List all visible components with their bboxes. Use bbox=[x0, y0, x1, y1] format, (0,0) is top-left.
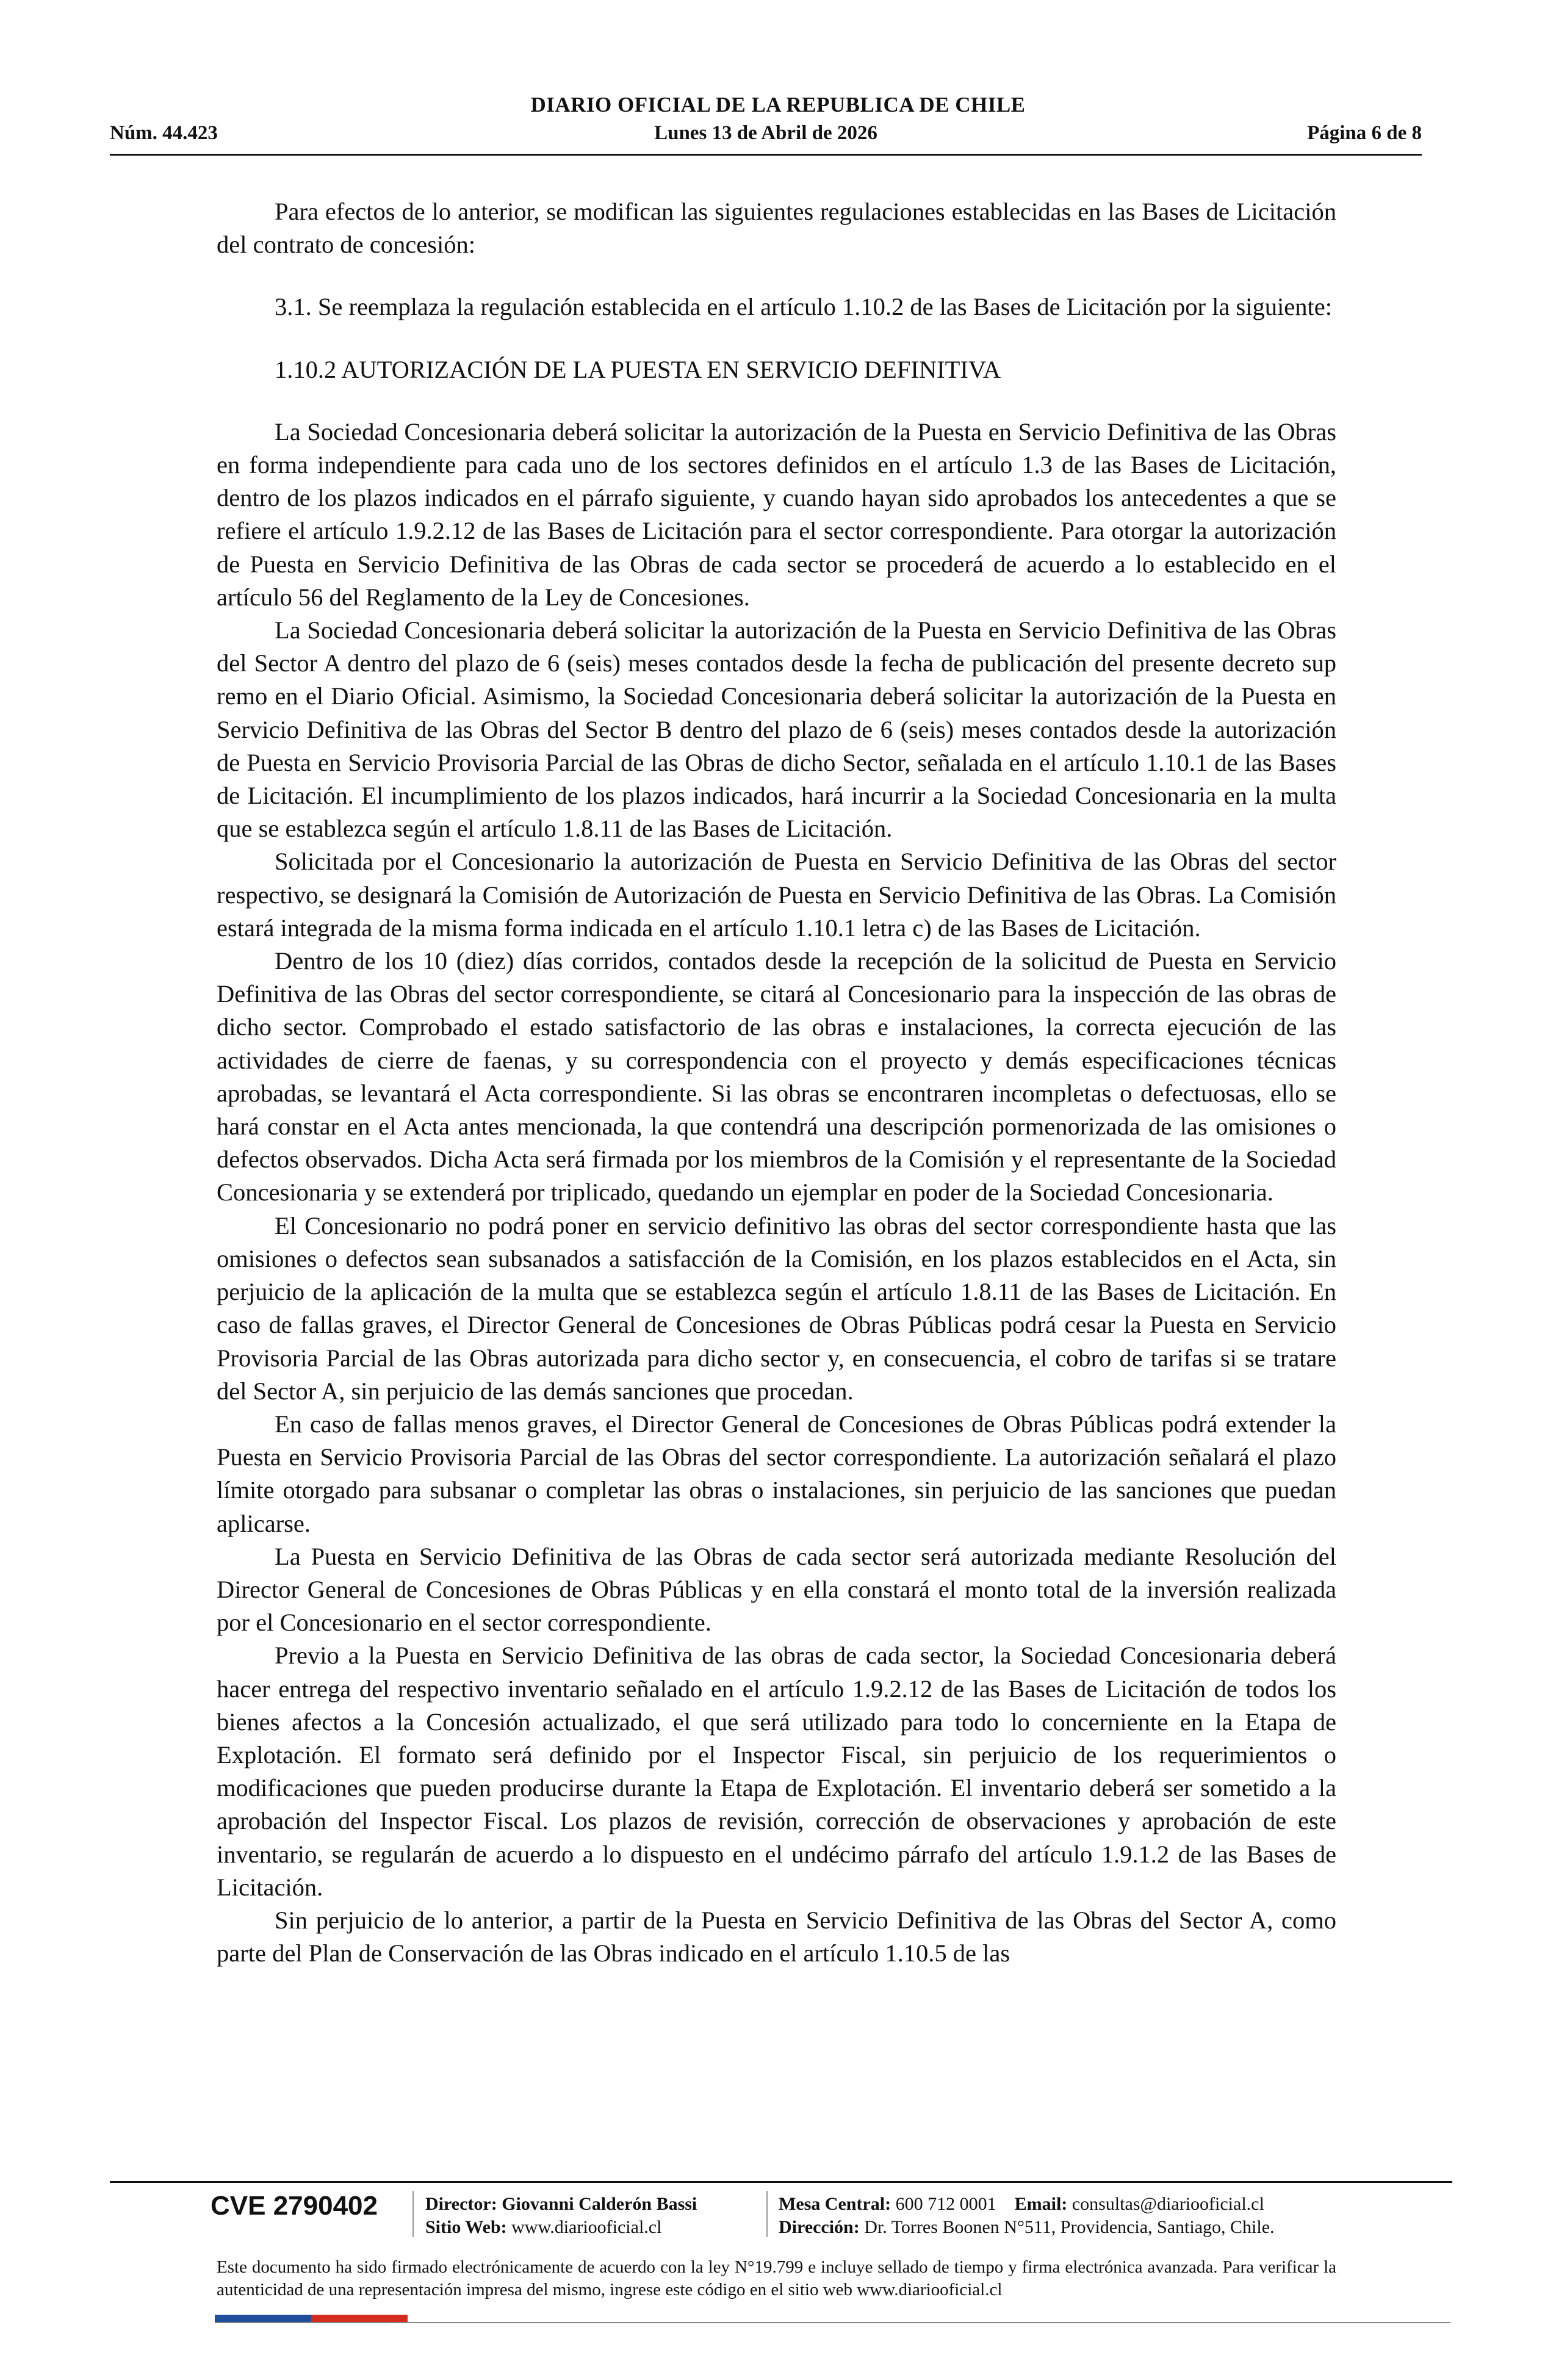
address-label: Dirección: bbox=[779, 2217, 860, 2237]
footer-contact-block bbox=[779, 2193, 1275, 2239]
footer-divider bbox=[110, 2181, 1452, 2183]
issue-number: Núm. 44.423 bbox=[110, 122, 218, 144]
paragraph: La Puesta en Servicio Definitiva de las Obras de cada sector será autorizada mediante Resolución del Director General de Concesiones de Obras Públicas y en ella constará el monto total de la inversión realizada por el Concesionario en el sector correspondiente. bbox=[217, 1542, 1336, 1637]
header-row bbox=[110, 122, 1422, 149]
cve-code: CVE 2790402 bbox=[211, 2191, 378, 2221]
paragraph: Previo a la Puesta en Servicio Definitiva de las obras de cada sector, la Sociedad Concesionaria deberá hacer entrega del respectivo inventario señalado en el artículo 1.9.2.12 de las Bases de Licitación de todos los bienes afectos a la Concesión actualizado, el que será utilizado para todo lo concerniente en la Etapa de Explotación. El formato será definido por el Inspector Fiscal, sin perjuicio de los requerimientos o modificaciones que pueden producirse durante la Etapa de Explotación. El inventario deberá ser sometido a la aprobación del Inspector Fiscal. Los plazos de revisión, corrección de observaciones y aprobación de este inventario, se regularán de acuerdo a lo dispuesto en el undécimo párrafo del artículo 1.9.1.2 de las Bases de Licitación. bbox=[217, 1642, 1336, 1901]
flag-baseline bbox=[215, 2322, 1450, 2323]
address-value: Dr. Torres Boonen N°511, Providencia, Santiago, Chile. bbox=[864, 2217, 1275, 2237]
email-link[interactable]: consultas@diariooficial.cl bbox=[1072, 2194, 1264, 2214]
publication-title: DIARIO OFICIAL DE LA REPUBLICA DE CHILE bbox=[530, 93, 1026, 117]
director-name: Giovanni Calderón Bassi bbox=[502, 2194, 697, 2214]
section-heading: 1.10.2 AUTORIZACIÓN DE LA PUESTA EN SERVICIO DEFINITIVA bbox=[275, 355, 1001, 383]
footer-separator bbox=[766, 2191, 768, 2237]
director-label: Director: bbox=[425, 2194, 497, 2214]
page-indicator: Página 6 de 8 bbox=[1307, 122, 1422, 144]
paragraph: La Sociedad Concesionaria deberá solicitar la autorización de la Puesta en Servicio Definitiva de las Obras en forma independiente para cada uno de los sectores definidos en el artículo 1.3 de las Bases de Licitación, dentro de los plazos indicados en el párrafo siguiente, y cuando hayan sido aprobados los antecedentes a que se refiere el artículo 1.9.2.12 de las Bases de Licitación para el sector correspondiente. Para otorgar la autorización de Puesta en Servicio Definitiva de las Obras de cada sector se procederá de acuerdo a lo establecido en el artículo 56 del Reglamento de la Ley de Concesiones. bbox=[217, 417, 1336, 611]
paragraph: Sin perjuicio de lo anterior, a partir de la Puesta en Servicio Definitiva de las Obras del Sector A, como parte del Plan de Conservación de las Obras indicado en el artículo 1.10.5 de las bbox=[217, 1906, 1336, 1967]
paragraph-intro: Para efectos de lo anterior, se modifican las siguientes regulaciones establecidas en las Bases de Licitación del contrato de concesión: bbox=[217, 198, 1336, 259]
footer-separator bbox=[412, 2191, 414, 2237]
footer-director-block bbox=[425, 2193, 697, 2239]
phone-label: Mesa Central: bbox=[779, 2194, 891, 2214]
paragraph-amendment: 3.1. Se reemplaza la regulación establecida en el artículo 1.10.2 de las Bases de Licitación por la siguiente: bbox=[275, 293, 1332, 321]
website-link[interactable]: www.diariooficial.cl bbox=[511, 2217, 662, 2237]
issue-date: Lunes 13 de Abril de 2026 bbox=[654, 122, 877, 144]
phone-value: 600 712 0001 bbox=[895, 2194, 996, 2214]
email-label: Email: bbox=[1014, 2194, 1068, 2214]
paragraph: Dentro de los 10 (diez) días corridos, contados desde la recepción de la solicitud de Puesta en Servicio Definitiva de las Obras del sector correspondiente, se citará al Concesionario para la inspección de las obras de dicho sector. Comprobado el estado satisfactorio de las obras e instalaciones, la correcta ejecución de las actividades de cierre de faenas, y su correspondencia con el proyecto y demás especificaciones técnicas aprobadas, se levantará el Acta correspondiente. Si las obras se encontraren incompletas o defectuosas, ello se hará constar en el Acta antes mencionada, la que contendrá una descripción pormenorizada de las omisiones o defectos observados. Dicha Acta será firmada por los miembros de la Comisión y el representante de la Sociedad Concesionaria y se extenderá por triplicado, quedando un ejemplar en poder de la Sociedad Concesionaria. bbox=[217, 947, 1336, 1206]
website-label: Sitio Web: bbox=[425, 2217, 507, 2237]
document-body bbox=[217, 195, 1336, 1970]
paragraph: La Sociedad Concesionaria deberá solicitar la autorización de la Puesta en Servicio Definitiva de las Obras del Sector A dentro del plazo de 6 (seis) meses contados desde la fecha de publicación del presente decreto sup remo en el Diario Oficial. Asimismo, la Sociedad Concesionaria deberá solicitar la autorización de la Puesta en Servicio Definitiva de las Obras del Sector B dentro del plazo de 6 (seis) meses contados desde la autorización de Puesta en Servicio Provisoria Parcial de las Obras de dicho Sector, señalada en el artículo 1.10.1 de las Bases de Licitación. El incumplimiento de los plazos indicados, hará incurrir a la Sociedad Concesionaria en la multa que se establezca según el artículo 1.8.11 de las Bases de Licitación. bbox=[217, 616, 1336, 843]
header-divider bbox=[110, 154, 1422, 156]
paragraph: En caso de fallas menos graves, el Director General de Concesiones de Obras Públicas podrá extender la Puesta en Servicio Provisoria Parcial de las Obras del sector correspondiente. La autorización señalará el plazo límite otorgado para subsanar o completar las obras o instalaciones, sin perjuicio de las sanciones que puedan aplicarse. bbox=[217, 1410, 1336, 1537]
signature-notice: Este documento ha sido firmado electrónicamente de acuerdo con la ley N°19.799 e incluye sellado de tiempo y firma electrónica avanzada. Para verificar la autenticidad de una representación impresa del mismo, ingrese este código en el sitio web www.diariooficial.cl bbox=[217, 2257, 1336, 2299]
paragraph: El Concesionario no podrá poner en servicio definitivo las obras del sector correspondiente hasta que las omisiones o defectos sean subsanados a satisfacción de la Comisión, en los plazos establecidos en el Acta, sin perjuicio de la aplicación de la multa que se establezca según el artículo 1.8.11 de las Bases de Licitación. En caso de fallas graves, el Director General de Concesiones de Obras Públicas podrá cesar la Puesta en Servicio Provisoria Parcial de las Obras autorizada para dicho sector y, en consecuencia, el cobro de tarifas si se tratare del Sector A, sin perjuicio de las demás sanciones que procedan. bbox=[217, 1211, 1336, 1405]
paragraph: Solicitada por el Concesionario la autorización de Puesta en Servicio Definitiva de las Obras del sector respectivo, se designará la Comisión de Autorización de Puesta en Servicio Definitiva de las Obras. La Comisión estará integrada de la misma forma indicada en el artículo 1.10.1 letra c) de las Bases de Licitación. bbox=[217, 848, 1336, 942]
